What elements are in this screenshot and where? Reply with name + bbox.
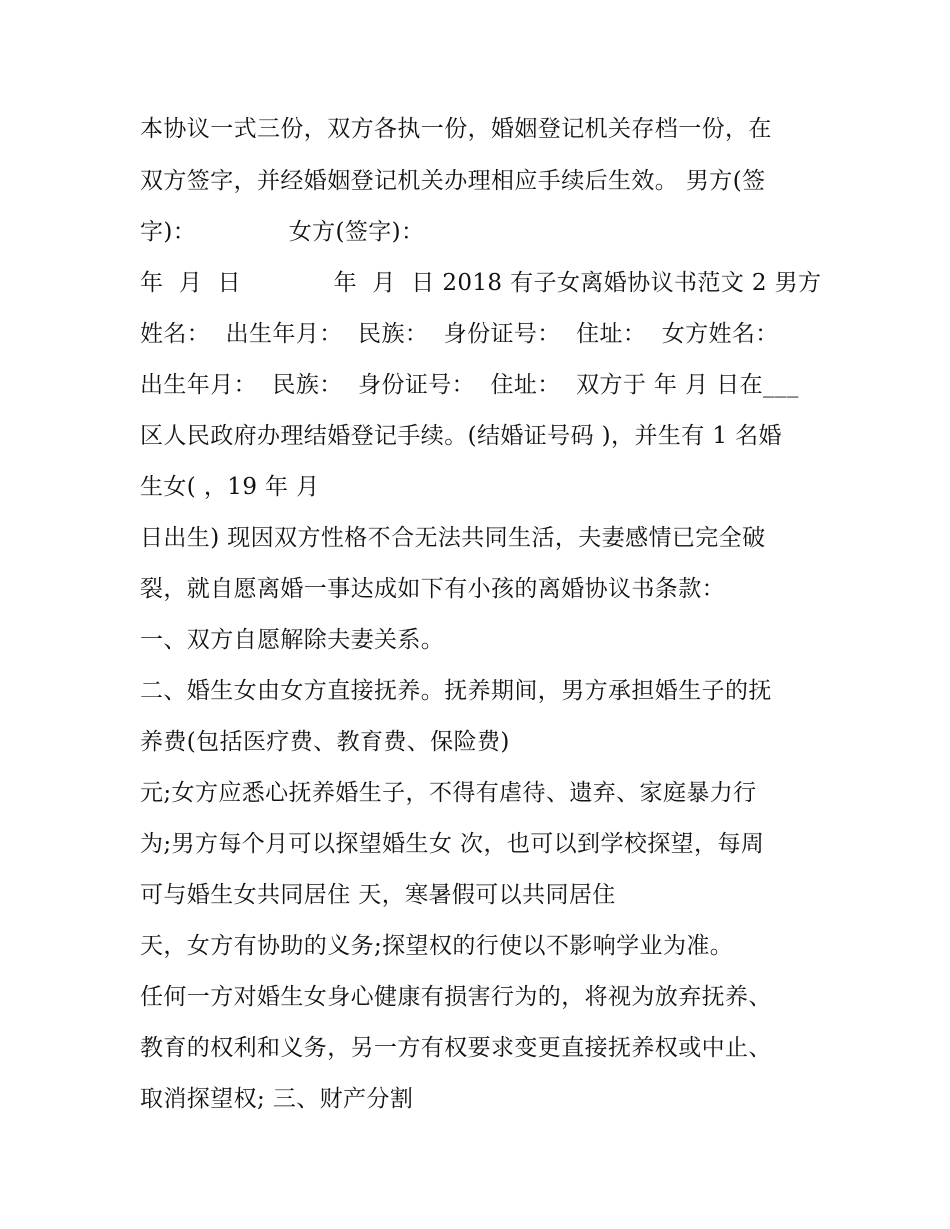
- text-line: 区人民政府办理结婚登记手续。(结婚证号码 )，并生有 1 名婚: [140, 423, 782, 449]
- text-line: 取消探望权; 三、财产分割: [140, 1086, 414, 1112]
- text-line: 任何一方对婚生女身心健康有损害行为的，将视为放弃抚养、: [140, 984, 772, 1010]
- text-line: 字)： 女方(签字)：: [140, 219, 425, 245]
- text-line: 出生年月： 民族： 身份证号： 住址： 双方于 年 月 日在___: [140, 372, 799, 398]
- text-line: 可与婚生女共同居住 天，寒暑假可以共同居住: [140, 882, 616, 908]
- text-line: 本协议一式三份，双方各执一份，婚姻登记机关存档一份，在: [140, 116, 772, 142]
- text-line: 姓名： 出生年月： 民族： 身份证号： 住址： 女方姓名：: [140, 321, 779, 347]
- text-line: 教育的权利和义务，另一方有权要求变更直接抚养权或中止、: [140, 1035, 772, 1061]
- text-line: 裂，就自愿离婚一事达成如下有小孩的离婚协议书条款：: [140, 576, 725, 602]
- text-line: 天，女方有协助的义务;探望权的行使以不影响学业为准。: [140, 933, 734, 959]
- text-line: 为;男方每个月可以探望婚生女 次，也可以到学校探望，每周: [140, 831, 765, 857]
- text-line: 二、婚生女由女方直接抚养。抚养期间，男方承担婚生子的抚: [140, 678, 772, 704]
- text-line: 日出生) 现因双方性格不合无法共同生活，夫妻感情已完全破: [140, 525, 766, 551]
- text-line: 年 月 日 年 月 日 2018 有子女离婚协议书范文 2 男方: [140, 270, 822, 296]
- text-line: 一、双方自愿解除夫妻关系。: [140, 627, 445, 653]
- text-line: 双方签字，并经婚姻登记机关办理相应手续后生效。 男方(签: [140, 168, 766, 194]
- text-line: 养费(包括医疗费、教育费、保险费): [140, 729, 510, 755]
- text-line: 元;女方应悉心抚养婚生子，不得有虐待、遗弃、家庭暴力行: [140, 780, 757, 806]
- text-line: 生女( ，19 年 月: [140, 474, 320, 500]
